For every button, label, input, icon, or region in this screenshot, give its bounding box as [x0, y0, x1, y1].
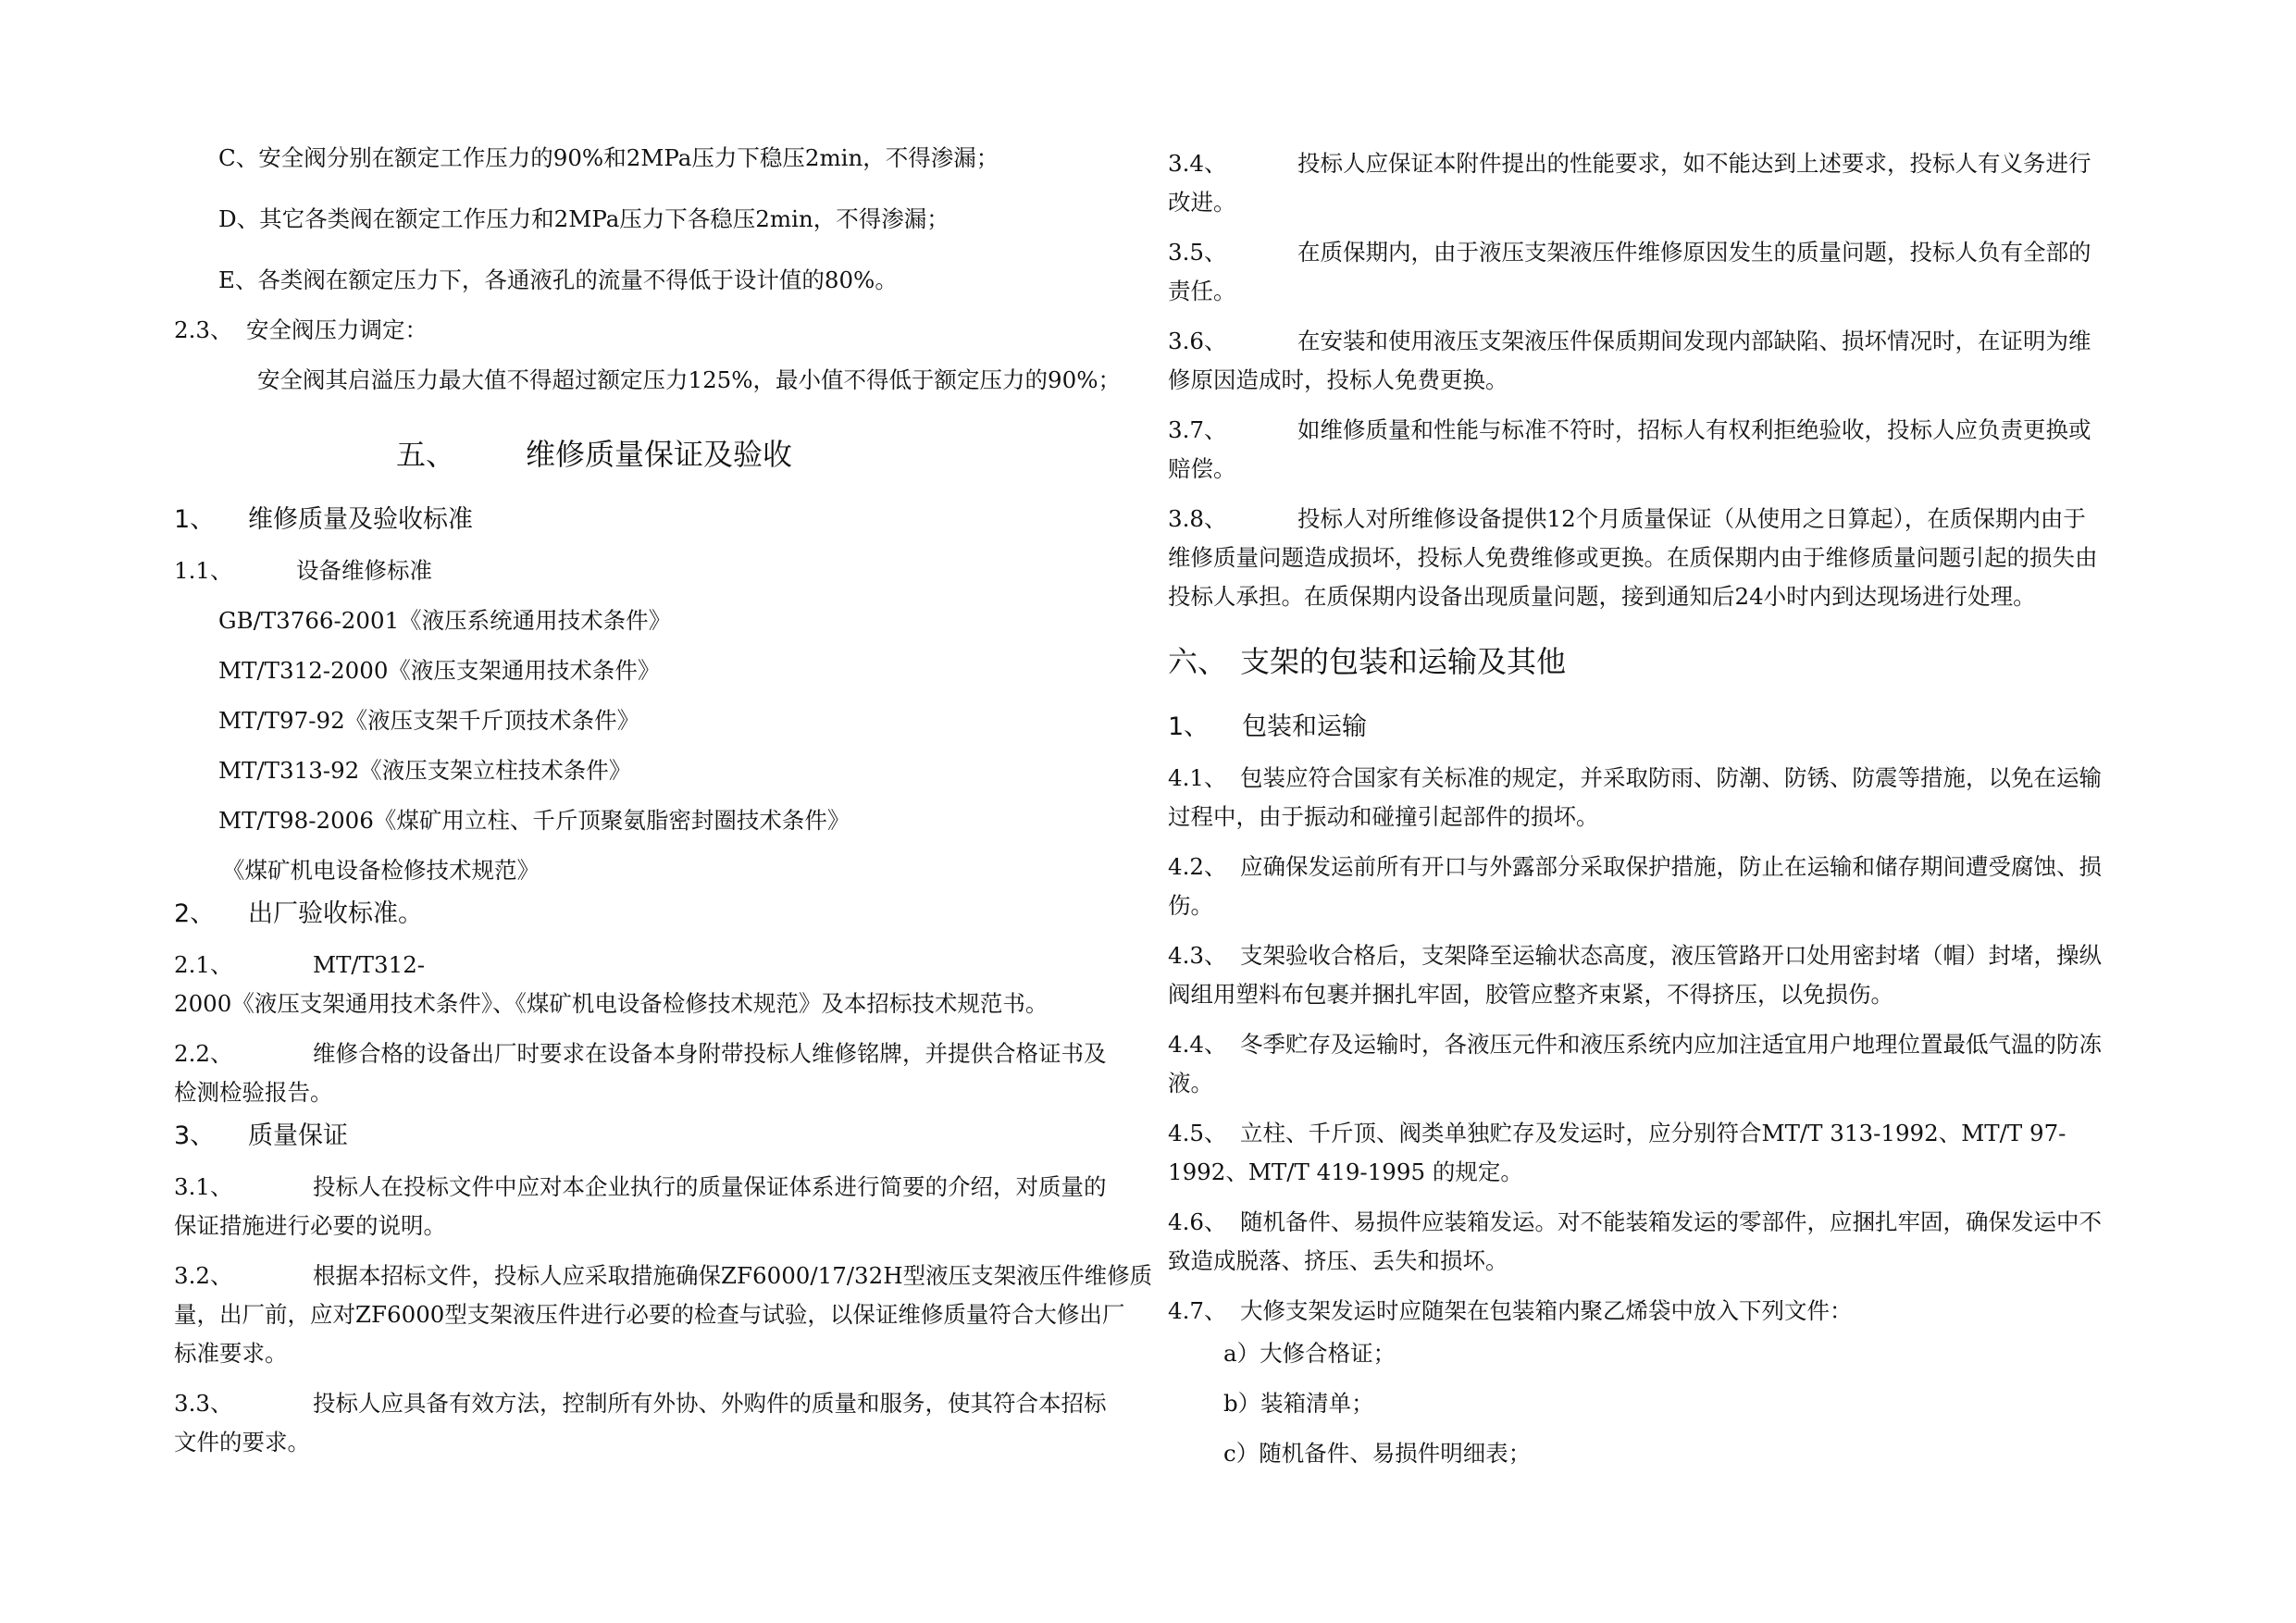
section-title: 质量保证	[248, 1121, 348, 1150]
clause-3-3-line1	[174, 1384, 1127, 1423]
clause-4-2-line2: 伤。	[1168, 892, 1213, 919]
clause-3-8-line2: 维修质量问题造成损坏，投标人免费维修或更换。在质保期内由于维修质量问题引起的损失由	[1168, 544, 2098, 571]
clause-3-4-line1	[1168, 144, 2140, 183]
clause-number: 4.7、	[1168, 1297, 1227, 1324]
clause-text: 冬季贮存及运输时，各液压元件和液压系统内应加注适宜用户地理位置最低气温的防冻	[1240, 1031, 2102, 1058]
standard-item: 《煤矿机电设备检修技术规范》	[222, 857, 540, 884]
clause-number: 3.2、	[174, 1262, 233, 1289]
item-d: D、其它各类阀在额定工作压力和2MPa压力下各稳压2min，不得渗漏；	[218, 205, 949, 232]
clause-number: 3.7、	[1168, 416, 1227, 443]
clause-3-6-line2: 修原因造成时，投标人免费更换。	[1168, 366, 1508, 393]
clause-4-6-line2: 致造成脱落、挤压、丢失和损坏。	[1168, 1247, 1508, 1274]
clause-2-2-line2: 检测检验报告。	[174, 1079, 333, 1106]
clause-text: MT/T312-	[313, 951, 426, 978]
clause-text: 立柱、千斤顶、阀类单独贮存及发运时，应分别符合MT/T 313-1992、MT/T 97-	[1240, 1120, 2066, 1146]
clause-text: 投标人应具备有效方法，控制所有外协、外购件的质量和服务，使其符合本招标	[313, 1390, 1107, 1417]
clause-number: 4.2、	[1168, 853, 1227, 880]
clause-number: 3.8、	[1168, 505, 1227, 532]
clause-3-1-line1	[174, 1168, 1127, 1207]
clause-3-8-line1	[1168, 500, 2140, 539]
chapter-number: 五、	[396, 437, 456, 472]
section-pack-heading	[1168, 707, 2140, 748]
clause-3-7-line1	[1168, 411, 2140, 450]
clause-number: 3.3、	[174, 1390, 233, 1417]
section-title: 出厂验收标准。	[248, 899, 423, 928]
clause-text: 在安装和使用液压支架液压件保质期间发现内部缺陷、损坏情况时，在证明为维	[1297, 328, 2091, 354]
clause-4-5-line2: 1992、MT/T 419-1995 的规定。	[1168, 1158, 1523, 1185]
section-title: 包装和运输	[1242, 712, 1367, 741]
clause-text: 投标人对所维修设备提供12个月质量保证（从使用之日算起），在质保期内由于	[1297, 505, 2086, 532]
list-item: c）随机备件、易损件明细表；	[1223, 1440, 1532, 1467]
clause-4-5-line1	[1168, 1114, 2140, 1153]
item-c: C、安全阀分别在额定工作压力的90%和2MPa压力下稳压2min，不得渗漏；	[218, 144, 999, 171]
clause-3-4-line2: 改进。	[1168, 189, 1236, 216]
chapter-5-heading	[174, 431, 1127, 477]
clause-text: 维修合格的设备出厂时要求在设备本身附带投标人维修铭牌，并提供合格证书及	[313, 1040, 1107, 1067]
clause-4-1-line1	[1168, 759, 2140, 798]
clause-4-3-line2: 阀组用塑料布包裹并捆扎牢固，胶管应整齐束紧，不得挤压，以免损伤。	[1168, 981, 1893, 1008]
clause-2-2-line1	[174, 1035, 1127, 1073]
clause-3-6-line1	[1168, 322, 2140, 361]
clause-text: 支架验收合格后，支架降至运输状态高度，液压管路开口处用密封堵（帽）封堵，操纵	[1240, 942, 2102, 969]
clause-number: 4.4、	[1168, 1031, 1227, 1058]
clause-number: 2.3、	[174, 316, 233, 343]
section-2-heading	[174, 894, 1127, 935]
clause-number: 2.1、	[174, 951, 233, 978]
section-3-heading	[174, 1116, 1127, 1157]
clause-number: 4.6、	[1168, 1208, 1227, 1235]
list-item: b）装箱清单；	[1223, 1390, 1374, 1417]
clause-1-1-heading	[174, 551, 1127, 590]
list-item: a）大修合格证；	[1223, 1340, 1396, 1367]
chapter-title: 支架的包装和运输及其他	[1240, 644, 1567, 679]
clause-number: 4.1、	[1168, 764, 1227, 791]
clause-2-1-line1	[174, 946, 1127, 985]
standard-item: MT/T313-92《液压支架立柱技术条件》	[218, 757, 632, 784]
clause-number: 4.5、	[1168, 1120, 1227, 1146]
clause-2-3-text: 安全阀其启溢压力最大值不得超过额定压力125%，最小值不得低于额定压力的90%；	[257, 366, 1121, 393]
clause-3-3-line2: 文件的要求。	[174, 1429, 310, 1456]
clause-4-7-line1	[1168, 1292, 2140, 1331]
clause-3-2-line1	[174, 1257, 1153, 1295]
clause-3-2-line3: 标准要求。	[174, 1340, 288, 1367]
section-number: 3、	[174, 1121, 216, 1150]
clause-3-7-line2: 赔偿。	[1168, 455, 1236, 482]
clause-number: 4.3、	[1168, 942, 1227, 969]
clause-3-5-line1	[1168, 233, 2140, 272]
chapter-title: 维修质量保证及验收	[526, 437, 793, 472]
standard-item: MT/T312-2000《液压支架通用技术条件》	[218, 657, 661, 684]
clause-title: 设备维修标准	[296, 557, 432, 584]
clause-text: 包装应符合国家有关标准的规定，并采取防雨、防潮、防锈、防震等措施，以免在运输	[1240, 764, 2102, 791]
clause-title: 安全阀压力调定：	[246, 316, 428, 343]
clause-text: 在质保期内，由于液压支架液压件维修原因发生的质量问题，投标人负有全部的	[1297, 239, 2091, 266]
left-column	[174, 139, 1153, 1462]
chapter-6-heading	[1168, 638, 2140, 685]
clause-text: 根据本招标文件，投标人应采取措施确保ZF6000/17/32H型液压支架液压件维修质	[313, 1262, 1153, 1289]
clause-3-1-line2: 保证措施进行必要的说明。	[174, 1212, 446, 1239]
clause-4-3-line1	[1168, 936, 2140, 975]
clause-text: 如维修质量和性能与标准不符时，招标人有权利拒绝验收，投标人应负责更换或	[1297, 416, 2091, 443]
clause-4-1-line2: 过程中，由于振动和碰撞引起部件的损坏。	[1168, 803, 1599, 830]
clause-text: 大修支架发运时应随架在包装箱内聚乙烯袋中放入下列文件：	[1240, 1297, 1853, 1324]
clause-number: 3.5、	[1168, 239, 1227, 266]
chapter-number: 六、	[1168, 644, 1228, 679]
clause-3-8-line3: 投标人承担。在质保期内设备出现质量问题，接到通知后24小时内到达现场进行处理。	[1168, 583, 2036, 610]
section-number: 1、	[174, 505, 216, 534]
clause-2-3-heading	[174, 311, 1127, 350]
clause-text: 随机备件、易损件应装箱发运。对不能装箱发运的零部件，应捆扎牢固，确保发运中不	[1240, 1208, 2102, 1235]
section-1-heading	[174, 500, 1127, 540]
clause-number: 3.1、	[174, 1173, 233, 1200]
clause-4-4-line2: 液。	[1168, 1070, 1213, 1096]
clause-2-1-line2: 2000《液压支架通用技术条件》、《煤矿机电设备检修技术规范》及本招标技术规范书。	[174, 990, 1049, 1017]
right-column	[1168, 144, 2140, 1473]
section-title: 维修质量及验收标准	[248, 505, 473, 534]
item-e: E、各类阀在额定压力下，各通液孔的流量不得低于设计值的80%。	[218, 266, 898, 293]
section-number: 2、	[174, 899, 216, 928]
clause-4-6-line1	[1168, 1203, 2140, 1242]
clause-3-5-line2: 责任。	[1168, 278, 1236, 304]
clause-number: 2.2、	[174, 1040, 233, 1067]
clause-number: 1.1、	[174, 557, 233, 584]
clause-4-4-line1	[1168, 1025, 2140, 1064]
clause-4-2-line1	[1168, 848, 2140, 886]
clause-number: 3.6、	[1168, 328, 1227, 354]
standard-item: MT/T98-2006《煤矿用立柱、千斤顶聚氨脂密封圈技术条件》	[218, 807, 850, 834]
clause-number: 3.4、	[1168, 150, 1227, 177]
standard-item: GB/T3766-2001《液压系统通用技术条件》	[218, 607, 672, 634]
clause-text: 投标人应保证本附件提出的性能要求，如不能达到上述要求，投标人有义务进行	[1297, 150, 2091, 177]
standard-item: MT/T97-92《液压支架千斤顶技术条件》	[218, 707, 640, 734]
clause-text: 应确保发运前所有开口与外露部分采取保护措施，防止在运输和储存期间遭受腐蚀、损	[1240, 853, 2102, 880]
clause-text: 投标人在投标文件中应对本企业执行的质量保证体系进行简要的介绍，对质量的	[313, 1173, 1107, 1200]
clause-3-2-line2: 量，出厂前，应对ZF6000型支架液压件进行必要的检查与试验，以保证维修质量符合大修出厂	[174, 1301, 1125, 1328]
section-number: 1、	[1168, 712, 1210, 741]
